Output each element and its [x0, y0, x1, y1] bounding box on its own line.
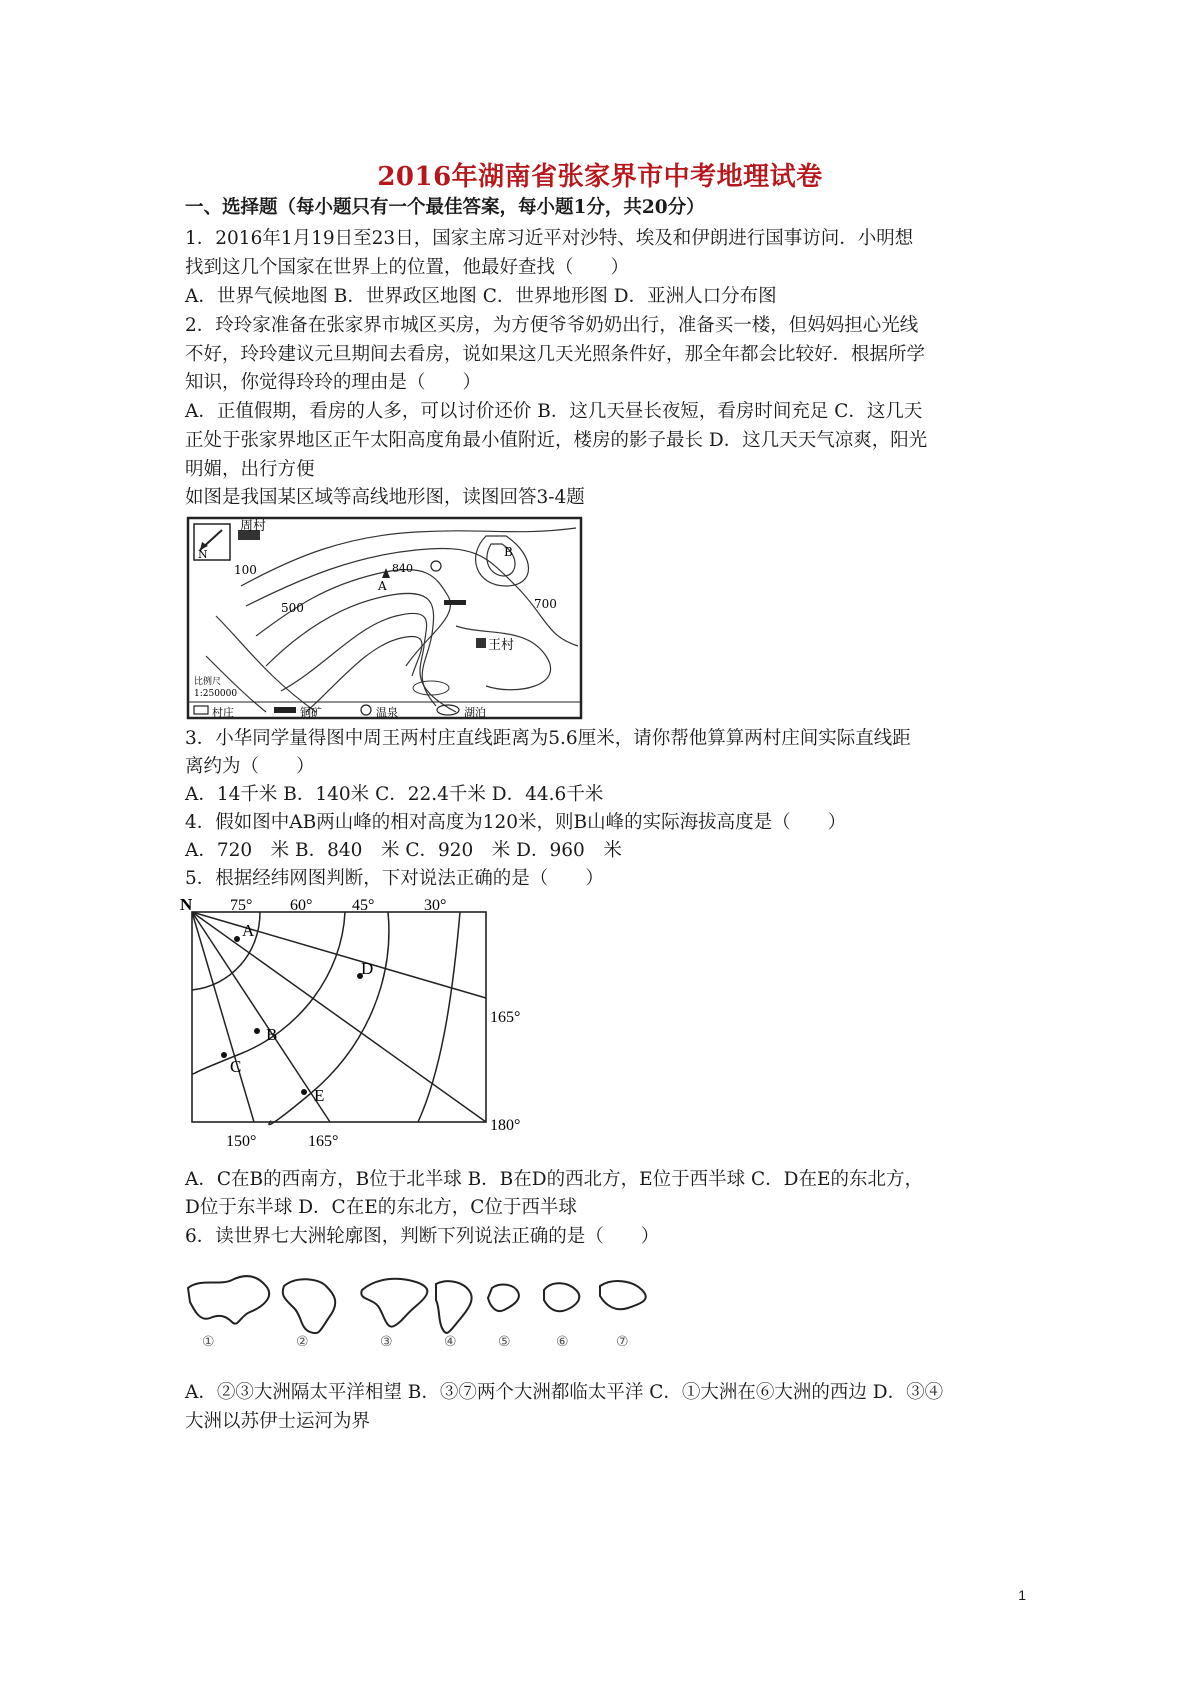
continent-label-1: ①: [202, 1334, 215, 1350]
bottom-label-150: 150°: [226, 1133, 257, 1150]
continent-2-icon: [283, 1279, 336, 1333]
page-title: 2016年湖南省张家界市中考地理试卷: [377, 162, 823, 192]
top-label-45: 45°: [352, 897, 375, 914]
copper-mine-icon: [444, 600, 466, 605]
text-line: 3．小华同学量得图中周王两村庄直线距离为5.6厘米，请你帮他算算两村庄间实际直线距: [185, 728, 911, 749]
top-label-60: 60°: [290, 897, 313, 914]
village-zhou-label: 周村: [240, 519, 267, 534]
scale-label: 比例尺: [194, 677, 222, 687]
point-b: [254, 1028, 260, 1034]
text-line: 找到这几个国家在世界上的位置，他最好查找（ ）: [185, 257, 630, 278]
continent-label-4: ④: [444, 1334, 457, 1350]
text-line: D位于东半球 D．C在E的东北方，C位于西半球: [185, 1197, 577, 1218]
bottom-label-165: 165°: [308, 1133, 339, 1150]
right-label-180: 180°: [490, 1117, 521, 1134]
top-label-75: 75°: [230, 897, 253, 914]
contour-500-label: 500: [281, 601, 304, 615]
peak-b-label: B: [504, 545, 513, 559]
grid-north-label: N: [180, 895, 193, 914]
text-line: 离约为（ ）: [185, 756, 315, 777]
text-line: 4．假如图中AB两山峰的相对高度为120米，则B山峰的实际海拔高度是（ ）: [185, 812, 847, 833]
village-wang-icon: [476, 638, 486, 648]
point-a-label: A: [242, 921, 255, 940]
peak-a-label: A: [378, 579, 387, 593]
contour-map-figure: [186, 516, 583, 720]
grid-lines: [192, 912, 486, 1125]
text-line: 正处于张家界地区正午太阳高度角最小值附近，楼房的影子最长 D．这几天天气凉爽，阳光: [185, 430, 928, 451]
contour-100-label: 100: [234, 563, 257, 577]
text-line: 不好，玲玲建议元旦期间去看房，说如果这几天光照条件好，那全年都会比较好．根据所学: [185, 344, 926, 365]
continent-label-5: ⑤: [498, 1334, 511, 1350]
point-b-label: B: [266, 1025, 278, 1044]
text-line: A．②③大洲隔太平洋相望 B．③⑦两个大洲都临太平洋 C．①大洲在⑥大洲的西边 D．③④: [185, 1382, 944, 1403]
peak-a-height: 840: [392, 562, 413, 575]
contour-700-label: 700: [534, 597, 557, 611]
continent-1-icon: [188, 1276, 269, 1324]
continent-6-icon: [544, 1283, 579, 1311]
text-line: 明媚，出行方便: [185, 459, 315, 480]
text-line: 2．玲玲家准备在张家界市城区买房，为方便爷爷奶奶出行，准备买一楼，但妈妈担心光线: [185, 315, 919, 336]
text-line: A．正值假期，看房的人多，可以讨价还价 B．这几天昼长夜短，看房时间充足 C．这几天: [185, 401, 923, 422]
text-line: 知识，你觉得玲玲的理由是（ ）: [185, 372, 482, 393]
text-line: 5．根据经纬网图判断，下对说法正确的是（ ）: [185, 868, 604, 889]
continent-7-icon: [600, 1281, 646, 1309]
continent-label-7: ⑦: [616, 1334, 629, 1350]
legend-lake-label: 湖泊: [464, 706, 486, 719]
point-e: [301, 1089, 307, 1095]
continents-figure: [180, 1266, 720, 1362]
point-e-label: E: [314, 1086, 325, 1105]
text-line: 大洲以苏伊士运河为界: [185, 1411, 371, 1432]
text-line: A．14千米 B．140米 C．22.4千米 D．44.6千米: [185, 784, 604, 805]
continent-label-3: ③: [380, 1334, 393, 1350]
text-line: 6．读世界七大洲轮廓图，判断下列说法正确的是（ ）: [185, 1226, 660, 1247]
latlong-grid-figure: [180, 894, 550, 1166]
text-line: A．720 米 B．840 米 C．920 米 D．960 米: [185, 840, 622, 861]
page-number: 1: [1018, 1587, 1026, 1603]
village-wang-label: 王村: [488, 638, 515, 653]
point-a: [234, 936, 240, 942]
point-c: [221, 1052, 227, 1058]
right-label-165: 165°: [490, 1009, 521, 1026]
north-label: N: [198, 548, 208, 561]
text-line: A．世界气候地图 B．世界政区地图 C．世界地形图 D．亚洲人口分布图: [185, 286, 777, 307]
section-heading: 一、选择题（每小题只有一个最佳答案，每小题1分，共20分）: [185, 197, 705, 218]
legend-copper-label: 铜矿: [300, 706, 322, 719]
top-label-30: 30°: [424, 897, 447, 914]
text-line: 1．2016年1月19日至23日，国家主席习近平对沙特、埃及和伊朗进行国事访问．小明想: [185, 228, 914, 249]
map-frame: [188, 518, 581, 718]
continent-3-icon: [361, 1279, 427, 1327]
continent-5-icon: [488, 1285, 519, 1312]
continent-label-2: ②: [296, 1334, 309, 1350]
continent-4-icon: [436, 1281, 472, 1333]
point-c-label: C: [230, 1057, 242, 1076]
point-d-label: D: [361, 959, 374, 978]
legend-copper-icon: [274, 707, 296, 713]
scale-value: 1:250000: [194, 689, 238, 699]
continent-label-6: ⑥: [556, 1334, 569, 1350]
text-line: 如图是我国某区域等高线地形图，读图回答3-4题: [185, 487, 585, 508]
text-line: A．C在B的西南方，B位于北半球 B．B在D的西北方，E位于西半球 C．D在E的东北方，: [185, 1169, 923, 1190]
legend-village-label: 村庄: [212, 706, 234, 719]
legend-spring-label: 温泉: [376, 706, 398, 719]
